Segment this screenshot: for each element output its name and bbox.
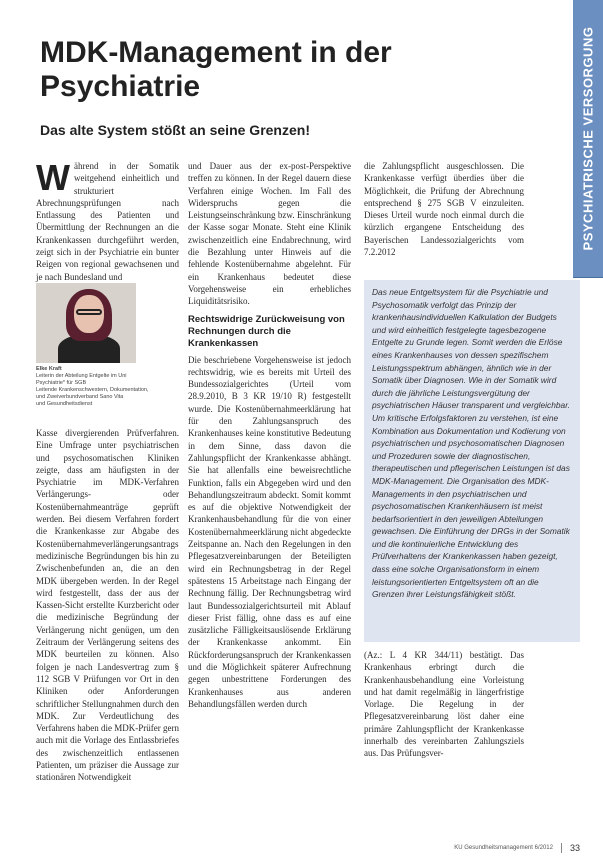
- column-2-top-text: und Dauer aus der ex-post-Perspektive treffen zu können. In der Regel dauern diese Verfahren einige Wochen. Im Fall des Widerspruchs gegen die Leistungseinschränkung bzw. Einschränkung der Kasse sogar Monate. Steht eine Klinik zwischenzeitlich eine Endabrechnung, wird die Bezahlung unter Hinweis auf die fehlende Kostenübernahme abgelehnt. Für ein Krankenhaus bedeutet diese Vorgehensweise ein erhebliches Liquiditätsrisiko.: [188, 161, 351, 307]
- column-2-bottom-text: Die beschriebene Vorgehensweise ist jedoch rechtswidrig, wie es bereits mit Urteil des Bundessozialgerichtes (Urteil vom 28.9.2010, B 3 KR 19/10 R) festgestellt wurde. Die Kostenübernahmeerklärung hat für den Zahlungsanspruch des Krankenhauses keine konstitutive Bedeutung in dem Sinne, dass davon die Zahlungspflicht der Krankenkasse abhängt. Sie hat allenfalls eine beweisrechtliche Funktion, falls ein Abgegeben wird und den Behandlungszeitraum abdeckt. Somit kommt es auf die objektive Notwendigkeit der Krankenhausbehandlung für die von einer Kostenübernahmeerklärung nicht abgedeckte Zeitspanne an. Nach den Regelungen in den Pflegesatzvereinbarungen der Beteiligten wird ein Rechnungsbetrag in der Regel spätestens 15 Arbeitstage nach Eingang der Rechnung fällig. Der Rechnungsbetrag wird laut Bundessozialgerichtsurteil mit Ablauf dieser Frist fällig, ohne dass es auf eine zusätzliche Fälligkeitsauslösende Erklärung der Krankenkasse ankommt. Ein Rückforderungsanspruch der Krankenkassen und die Möglichkeit späterer Aufrechnung gegen unbestrittene Forderungen des Krankenhauses aus anderen Behandlungsfällen werden durch: [188, 354, 351, 709]
- column-3-top: [364, 160, 524, 258]
- highlight-box: [364, 280, 580, 642]
- column-1-body-text: Kasse divergierenden Prüfverfahren. Eine Umfrage unter psychiatrischen und psychosomatischen Kliniken zeigte, dass am häufigsten in der Psychiatrie im MDK-Verfahren Verlängerungs- oder Kostenübernahmeanträge geprüft werden. Bei diesem Verfahren fordert die Krankenkasse zur Abgabe des Kostenübernahmeverlängerungsantrags medizinische Begründungen bis hin zu Zwischenbefunden an, die an den MDK übergeben werden. In der Regel wird festgestellt, dass der aus der Kassen-Sicht erstellte Kurzbericht oder die medizinische Begründung der Verlängerung nicht genügen, um den Zeitraum der Verlängerung seitens des MDK beurteilen zu können. Also folgen je nach Landesvertrag zum § 112 SGB V Prüfungen vor Ort in den Kliniken oder Anforderungen schriftlicher Stellungnahmen durch den MDK. Zur Verdeutlichung des Verfahrens haben die MDK-Prüfer gern auch mit die Vorlage des Entlassbriefes des zwischenzeitlich entlassenen Patienten, um präziser die Aussage zur stationären Notwendigkeit: [36, 428, 179, 783]
- column-1-intro-text: ährend in der Somatik weitgehend einheitlich und strukturiert Abrechnungsprüfungen nach Entlassung des Patienten und Übermittlung der Rechnungen an die Krankenkassen durchgeführt werden, zeigt sich in der Psychiatrie ein bunter Reigen von regional gewachsenen und je nach Bundesland und: [36, 161, 179, 282]
- caption-line: und Gesundheitsdienst: [36, 401, 93, 407]
- caption-line: Leiterin der Abteilung Entgelte im Uni: [36, 373, 127, 379]
- caption-name: Elke Kraft: [36, 366, 62, 372]
- caption-line: Psychiatrie* für SGB: [36, 380, 87, 386]
- article-title: MDK-Management in der Psychiatrie: [40, 36, 392, 103]
- side-tab-label: PSYCHIATRISCHE VERSORGUNG: [580, 26, 596, 251]
- page-number: 33: [569, 843, 580, 853]
- section-heading: Rechtswidrige Zurückweisung von Rechnungen durch die Krankenkassen: [188, 313, 345, 349]
- photo-caption: [36, 366, 176, 408]
- footer-divider: [561, 843, 562, 853]
- drop-cap: W: [36, 157, 70, 198]
- author-photo: [36, 283, 136, 363]
- column-3-top-text: die Zahlungspflicht ausgeschlossen. Die Krankenkasse verfügt überdies über die Möglichkeit, die Prüfung der Abrechnung entsprechend § 275 SGB V einzuleiten. Dieses Urteil wurde noch einmal durch die kürzlich ergangene Entscheidung des Bayerischen Landessozialgerichts vom 7.2.2012: [364, 161, 524, 258]
- column-2: [188, 160, 351, 710]
- highlight-text: Das neue Entgeltsystem für die Psychiatrie und Psychosomatik verfolgt das Prinzip der krankenhausindividuellen Kalkulation der Budgets und wird einheitlich festgelegte tagesbezogene Entgelte zu Grunde legen. Somit werden die Erlöse eines Krankenhauses von dessen spezifischem Leistungsspektrum abhängen, ähnlich wie in der Somatik über Diagnosen. Wie in der Somatik wird durch die jährliche Leistungsvergütung der psychiatrischen Häuser transparent und vergleichbar. Um kritische Erfolgsfaktoren zu verstehen, ist eine Kombination aus Dokumentation und Kodierung von psychiatrischen und psychosomatischen Diagnosen und Prozeduren sowie der diagnostischen, therapeutischen und pflegerischen Leistungen ist das MDK-Management. Die Organisation des MDK-Managements in den psychiatrischen und psychosomatischen Krankenhäusern ist meist bedarfsorientiert in den jeweiligen Abteilungen gewachsen. Die Einführung der DRGs in der Somatik und die kontinuierliche Entwicklung des Prüfverhaltens der Krankenkassen haben gezeigt, dass eine solche Organisationsform in einem leistungsorientierten Entgeltsystem oft an die Grenzen ihrer Leistungsfähigkeit stößt.: [372, 287, 571, 600]
- column-3-bottom: [364, 649, 524, 760]
- article-subtitle: Das alte System stößt an seine Grenzen!: [40, 122, 310, 138]
- caption-line: und Zweiverbundverband Sano Vita: [36, 394, 124, 400]
- column-1-top: [36, 157, 179, 283]
- page-footer: [380, 843, 580, 853]
- column-1-bottom: [36, 427, 179, 784]
- footer-source: KU Gesundheitsmanagement 6/2012: [454, 845, 553, 851]
- section-side-tab: [573, 0, 603, 278]
- caption-line: Leitende Krankenschwestern, Dokumentation,: [36, 387, 149, 393]
- column-3-bottom-text: (Az.: L 4 KR 344/11) bestätigt. Das Krankenhaus erbringt durch die Krankenhausbehandlung eine Vorleistung und hat damit regelmäßig in längerfristige Vorlage. Die Regelung in der Pflegesatzvereinbarung löst daher eine primäre Zahlungspflicht der Krankenkasse innerhalb des vereinbarten Zahlungsziels aus. Das Prüfungsver-: [364, 650, 524, 759]
